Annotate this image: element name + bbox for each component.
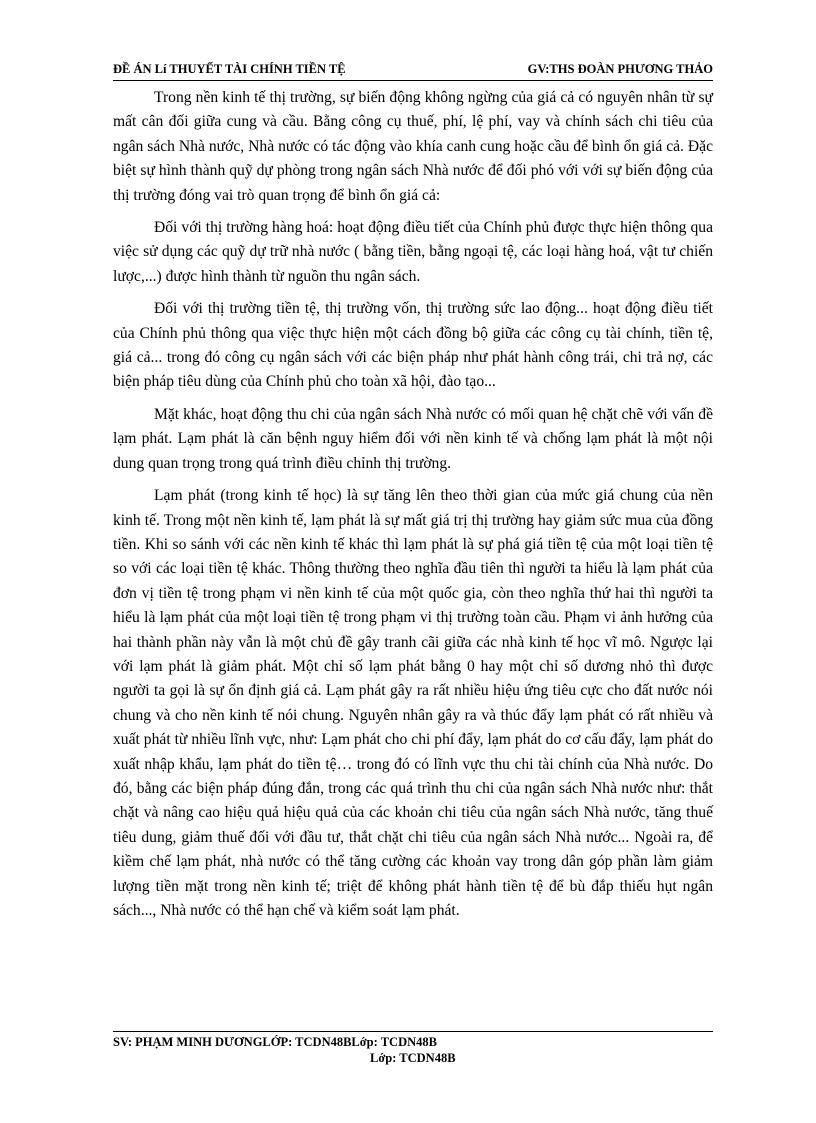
paragraph: Đối với thị trường hàng hoá: hoạt động điều tiết của Chính phủ được thực hiện thông qua việc sử dụng các quỹ dự trữ nhà nước ( bằng tiền, bằng ngoại tệ, các loại hàng hoá, vật tư chiến lược,...) được hình thành từ nguồn thu ngân sách. [113,219,713,285]
paragraph: Trong nền kinh tế thị trường, sự biến động không ngừng của giá cả có nguyên nhân từ sự mất cân đối giữa cung và cầu. Bằng công cụ thuế, phí, lệ phí, vay và chính sách chi tiêu của ngân sách Nhà nước, Nhà nước có tác động vào khía canh cung hoặc cầu để bình ổn giá cả. Đặc biệt sự hình thành quỹ dự phòng trong ngân sách Nhà nước để đối phó với với sự biến động của thị trường đóng vai trò quan trọng để bình ổn giá cả: [113,89,713,204]
paragraph: Đối với thị trường tiền tệ, thị trường vốn, thị trường sức lao động... hoạt động điều tiết của Chính phủ thông qua việc thực hiện một cách đồng bộ giữa các công cụ tài chính, tiền tệ, giá cả... trong đó công cụ ngân sách với các biện pháp như phát hành công trái, chi trả nợ, các biện pháp tiêu dùng của Chính phủ cho toàn xã hội, đào tạo... [113,300,713,391]
document-body [113,86,713,931]
page-header [113,58,713,81]
header-title: ĐỀ ÁN Lí THUYẾT TÀI CHÍNH TIỀN TỆ [113,62,346,76]
page-footer [113,1031,713,1065]
header-instructor: GV:THS ĐOÀN PHƯƠNG THẢO [527,62,713,76]
footer-student: SV: PHẠM MINH DƯƠNGLỚP: TCDN48BLớp: TCDN48B [113,1035,437,1049]
paragraph: Lạm phát (trong kinh tế học) là sự tăng lên theo thời gian của mức giá chung của nền kinh tế. Trong một nền kinh tế, lạm phát là sự mất giá trị thị trường hay giảm sức mua của đồng tiền. Khi so sánh với các nền kinh tế khác thì lạm phát là sự phá giá tiền tệ của một loại tiền tệ so với các loại tiền tệ khác. Thông thường theo nghĩa đầu tiên thì người ta hiểu là lạm phát của đơn vị tiền tệ trong phạm vi nền kinh tế của một quốc gia, còn theo nghĩa thứ hai thì người ta hiểu là lạm phát của một loại tiền tệ trong phạm vi thị trường toàn cầu. Phạm vi ảnh hưởng của hai thành phần này vẫn là một chủ đề gây tranh cãi giữa các nhà kinh tế học vĩ mô. Ngược lại với lạm phát là giảm phát. Một chỉ số lạm phát bằng 0 hay một chỉ số dương nhỏ thì được người ta gọi là sự ổn định giá cả. Lạm phát gây ra rất nhiều hiệu ứng tiêu cực cho đất nước nói chung và cho nền kinh tế nói chung. Nguyên nhân gây ra và thúc đẩy lạm phát có rất nhiều và xuất phát từ nhiều lĩnh vực, như: Lạm phát cho chi phí đẩy, lạm phát do cơ cấu đẩy, lạm phát do xuất nhập khẩu, lạm phát do tiền tệ… trong đó có lĩnh vực thu chi tài chính của Nhà nước. Do đó, bằng các biện pháp đúng đắn, trong các quá trình thu chi của ngân sách Nhà nước như: thắt chặt và nâng cao hiệu quả hiệu quả của các khoản chi tiêu của ngân sách Nhà nước, tăng thuế tiêu dung, giảm thuế đối với đầu tư, thắt chặt chi tiêu của ngân sách Nhà nước... Ngoài ra, để kiềm chế lạm phát, nhà nước có thể tăng cường các khoản vay trong dân góp phần làm giảm lượng tiền mặt trong nền kinh tế; triệt để không phát hành tiền tệ để bù đắp thiếu hụt ngân sách..., Nhà nước có thể hạn chế và kiểm soát lạm phát. [113,487,713,919]
footer-class: Lớp: TCDN48B [370,1051,456,1065]
paragraph: Mặt khác, hoạt động thu chi của ngân sách Nhà nước có mối quan hệ chặt chẽ với vấn đề lạm phát. Lạm phát là căn bệnh nguy hiểm đối với nền kinh tế và chống lạm phát là một nội dung quan trọng trong quá trình điều chỉnh thị trường. [113,405,713,472]
